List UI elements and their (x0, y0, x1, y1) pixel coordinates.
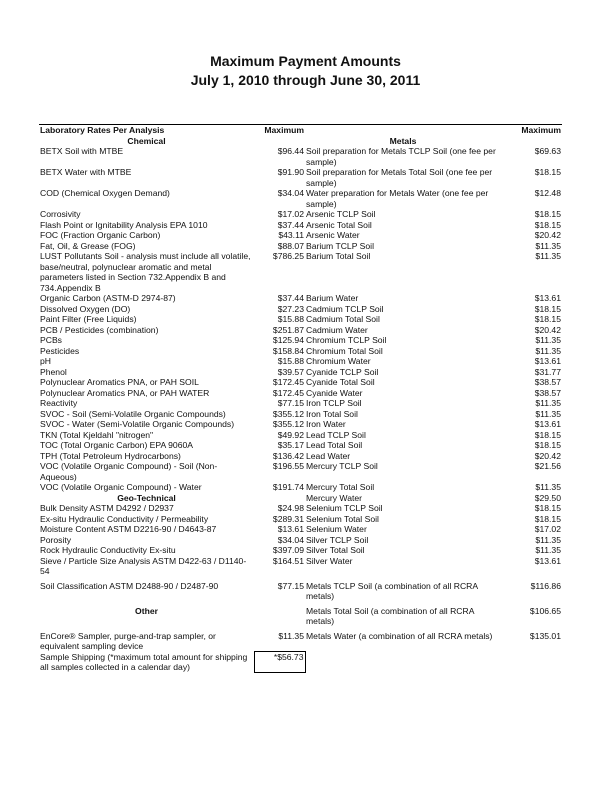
table-row (39, 577, 562, 602)
table-row (39, 304, 562, 315)
item-left: Sample Shipping (*maximum total amount for shipping all samples collected in a calendar day) (40, 651, 248, 672)
item-right: Selenium TCLP Soil (306, 503, 383, 513)
item-left: Flash Point or Ignitability Analysis EPA 1010 (40, 219, 208, 230)
item-right: Arsenic Total Soil (306, 219, 372, 230)
table-row (39, 188, 562, 209)
price-right: $18.15 (534, 429, 561, 440)
price-right: $13.61 (534, 356, 561, 366)
item-right: Barium Water (306, 293, 359, 303)
item-right: Arsenic Water (306, 230, 360, 240)
price-right (501, 652, 562, 673)
item-right: Metals Water (a combination of all RCRA metals) (306, 630, 493, 641)
item-left: Pesticides (40, 345, 80, 356)
price-left: $34.04 (277, 534, 304, 545)
price-left: $91.90 (277, 167, 304, 177)
price-right: $38.57 (534, 377, 561, 387)
price-left: $196.55 (272, 461, 304, 471)
item-right: Iron TCLP Soil (306, 398, 362, 408)
item-right: Lead Water (306, 450, 351, 461)
table-row (39, 314, 562, 325)
item-left: PCBs (40, 335, 62, 345)
item-right: Soil preparation for Metals TCLP Soil (one fee per sample) (306, 146, 496, 167)
price-left: $17.02 (277, 209, 304, 219)
item-right: Iron Total Soil (306, 408, 358, 419)
price-right: $12.48 (534, 188, 561, 198)
document-title (0, 52, 611, 90)
price-right: $18.15 (534, 219, 561, 230)
item-left: Paint Filter (Free Liquids) (40, 314, 137, 324)
price-left: $43.11 (278, 230, 304, 240)
item-left: SVOC - Soil (Semi-Volatile Organic Compounds) (40, 408, 226, 419)
item-left: Corrosivity (40, 209, 81, 219)
price-left: $786.25 (272, 251, 304, 261)
item-right: Metals Total Soil (a combination of all RCRA metals) (306, 605, 474, 626)
item-left: SVOC - Water (Semi-Volatile Organic Compounds) (40, 419, 235, 429)
price-right: $29.50 (534, 492, 561, 503)
item-right: Metals (389, 135, 417, 146)
table-row (39, 503, 562, 514)
table-row (39, 377, 562, 388)
table-row (39, 398, 562, 409)
price-left: *$56.73 (254, 652, 305, 673)
item-left: LUST Pollutants Soil - analysis must include all volatile, base/neutral, polynuclear aromatic and metal parameters listed in Section 732.Appendix B and 734.Appendix B (40, 251, 251, 293)
table-row (39, 440, 562, 451)
price-right: $21.56 (534, 461, 561, 471)
item-left: EnCore® Sampler, purge-and-trap sampler, or equivalent sampling device (40, 630, 216, 651)
price-left: $172.45 (272, 377, 304, 387)
price-right: $135.01 (529, 630, 561, 641)
price-right: $11.35 (535, 251, 561, 261)
item-left: Polynuclear Aromatics PNA, or PAH WATER (40, 387, 210, 398)
price-left: $355.12 (272, 408, 304, 419)
item-right (305, 652, 501, 673)
price-right: $13.61 (534, 555, 561, 566)
item-left: TKN (Total Kjeldahl "nitrogen" (40, 429, 154, 440)
price-right: $18.15 (534, 303, 561, 314)
title-heading: Maximum Payment Amounts (210, 53, 401, 69)
price-right: $20.42 (534, 324, 561, 335)
price-left: $11.35 (278, 630, 304, 641)
price-right: $11.35 (535, 534, 561, 545)
table-row (39, 230, 562, 241)
table-row (39, 556, 562, 577)
table-row (39, 535, 562, 546)
price-left: $27.23 (277, 303, 304, 314)
item-right: Chromium Water (306, 356, 371, 366)
item-left: PCB / Pesticides (combination) (40, 324, 159, 335)
item-right: Cadmium Total Soil (306, 314, 380, 324)
price-right: $18.15 (534, 440, 561, 450)
price-left: $49.92 (277, 429, 304, 440)
table-row (39, 451, 562, 462)
item-left: Porosity (40, 534, 72, 545)
price-right: $11.35 (535, 345, 561, 356)
price-right: $18.15 (534, 513, 561, 524)
item-right: Silver Water (306, 555, 353, 566)
table-row (39, 346, 562, 357)
item-left: Fat, Oil, & Grease (FOG) (40, 240, 136, 251)
table-row (39, 367, 562, 378)
price-right: $18.15 (534, 209, 561, 219)
item-right: Chromium Total Soil (306, 345, 383, 356)
price-right: $17.02 (534, 524, 561, 534)
item-left: Sieve / Particle Size Analysis ASTM D422-63 / D1140-54 (40, 555, 247, 576)
table-row (39, 146, 562, 167)
table-row (39, 430, 562, 441)
price-right: $11.35 (535, 545, 561, 555)
item-right: Cyanide Total Soil (306, 377, 375, 387)
table-row (39, 209, 562, 220)
price-left: $13.61 (277, 524, 304, 534)
price-right (501, 136, 562, 147)
item-right: Cadmium TCLP Soil (306, 303, 384, 314)
price-left (254, 136, 305, 147)
item-right: Water preparation for Metals Water (one fee per sample) (306, 188, 489, 209)
item-right: Chromium TCLP Soil (306, 335, 387, 345)
item-left: Dissolved Oxygen (DO) (40, 303, 131, 314)
table-row (39, 388, 562, 399)
item-right: Mercury Total Soil (306, 482, 375, 492)
price-left: $251.87 (272, 324, 304, 335)
price-left: $164.51 (272, 555, 304, 566)
item-left: VOC (Volatile Organic Compound) - Water (40, 482, 202, 492)
price-right: $11.35 (535, 240, 561, 251)
item-right: Selenium Water (306, 524, 367, 534)
rates-table (39, 124, 562, 673)
item-right: Barium Total Soil (306, 251, 371, 261)
table-row (39, 652, 562, 673)
item-left: TPH (Total Petroleum Hydrocarbons) (40, 450, 181, 461)
item-right: Mercury TCLP Soil (306, 461, 378, 471)
item-left: Other (135, 605, 158, 616)
price-right: $13.61 (534, 419, 561, 429)
item-right: Lead TCLP Soil (306, 429, 366, 440)
item-right: Lead Total Soil (306, 440, 363, 450)
item-left: Geo-Technical (117, 492, 176, 503)
price-left: $77.15 (277, 398, 304, 408)
rates-table-body (39, 125, 562, 673)
table-row (39, 514, 562, 525)
price-right: $18.15 (534, 314, 561, 324)
table-row (39, 335, 562, 346)
price-right: $18.15 (534, 503, 561, 513)
price-left: $39.57 (277, 366, 304, 377)
item-right: Cyanide Water (306, 387, 363, 398)
price-right: $11.35 (535, 398, 561, 408)
item-left: Polynuclear Aromatics PNA, or PAH SOIL (40, 377, 199, 387)
price-left: $191.74 (272, 482, 304, 492)
item-right: Mercury Water (306, 492, 363, 503)
price-right: $13.61 (534, 293, 561, 303)
table-row (39, 524, 562, 535)
table-row (39, 493, 562, 504)
item-left: Ex-situ Hydraulic Conductivity / Permeability (40, 513, 209, 524)
price-left (254, 602, 305, 627)
header-right-maximum: Maximum (501, 125, 562, 136)
price-left: $125.94 (272, 335, 304, 345)
item-left: Soil Classification ASTM D2488-90 / D2487-90 (40, 580, 219, 591)
price-right: $20.42 (534, 450, 561, 461)
price-left: $172.45 (272, 387, 304, 398)
table-row (39, 482, 562, 493)
price-right: $18.15 (534, 167, 561, 177)
price-left: $355.12 (272, 419, 304, 429)
table-row (39, 419, 562, 430)
title-date-range: July 1, 2010 through June 30, 2011 (190, 72, 421, 88)
item-right: Metals TCLP Soil (a combination of all RCRA metals) (306, 580, 478, 601)
item-left: Reactivity (40, 398, 78, 408)
price-left: $289.31 (272, 513, 304, 524)
table-row (39, 325, 562, 336)
price-left: $34.04 (277, 188, 304, 198)
item-right: Iron Water (306, 419, 346, 429)
price-right: $116.86 (530, 580, 561, 591)
price-right: $69.63 (534, 146, 561, 156)
item-left: pH (40, 356, 51, 366)
price-left: $24.98 (277, 503, 304, 513)
table-row (39, 293, 562, 304)
price-right: $20.42 (534, 230, 561, 240)
price-left: $15.88 (277, 314, 304, 324)
item-left: Rock Hydraulic Conductivity Ex-situ (40, 545, 176, 555)
item-left: Organic Carbon (ASTM-D 2974-87) (40, 293, 176, 303)
table-row (39, 241, 562, 252)
item-left: COD (Chemical Oxygen Demand) (40, 188, 170, 198)
price-right: $38.57 (534, 387, 561, 398)
price-left: $397.09 (272, 545, 304, 555)
header-right-spacer (305, 125, 501, 136)
item-left: Phenol (40, 366, 67, 377)
item-right: Selenium Total Soil (306, 513, 379, 524)
header-left-label: Laboratory Rates Per Analysis (39, 125, 254, 136)
price-left: $15.88 (277, 356, 304, 366)
price-left: $35.17 (277, 440, 304, 450)
price-left: $136.42 (272, 450, 304, 461)
item-right: Cadmium Water (306, 324, 368, 335)
table-row (39, 545, 562, 556)
item-right: Silver Total Soil (306, 545, 365, 555)
item-left: BETX Water with MTBE (40, 167, 132, 177)
price-left: $88.07 (277, 240, 304, 251)
item-left: Moisture Content ASTM D2216-90 / D4643-87 (40, 524, 217, 534)
price-left: $158.84 (272, 345, 304, 356)
price-left: $37.44 (277, 219, 304, 230)
item-right: Cyanide TCLP Soil (306, 366, 379, 377)
table-row (39, 627, 562, 652)
item-right: Soil preparation for Metals Total Soil (one fee per sample) (306, 167, 493, 188)
table-row (39, 167, 562, 188)
item-left: VOC (Volatile Organic Compound) - Soil (Non-Aqueous) (40, 461, 218, 482)
header-left-maximum: Maximum (254, 125, 305, 136)
table-row (39, 461, 562, 482)
price-left: $96.44 (277, 146, 304, 156)
table-row (39, 356, 562, 367)
item-left: FOC (Fraction Organic Carbon) (40, 230, 161, 240)
item-right: Barium TCLP Soil (306, 240, 374, 251)
price-right: $31.77 (534, 366, 561, 377)
item-left: Chemical (127, 135, 166, 146)
table-row (39, 251, 562, 293)
price-left (254, 493, 305, 504)
price-right: $11.35 (535, 408, 561, 419)
price-right: $11.35 (535, 335, 561, 345)
table-header-row (39, 125, 562, 136)
table-row (39, 409, 562, 420)
table-row (39, 602, 562, 627)
price-right: $106.65 (529, 605, 561, 616)
price-left: $77.15 (277, 580, 304, 591)
table-row (39, 136, 562, 147)
price-left: $37.44 (277, 293, 304, 303)
item-right: Arsenic TCLP Soil (306, 209, 376, 219)
item-left: Bulk Density ASTM D4292 / D2937 (40, 503, 174, 513)
table-row (39, 220, 562, 231)
item-left: TOC (Total Organic Carbon) EPA 9060A (40, 440, 194, 450)
item-right: Silver TCLP Soil (306, 534, 369, 545)
price-right: $11.35 (535, 482, 561, 492)
item-left: BETX Soil with MTBE (40, 146, 124, 156)
